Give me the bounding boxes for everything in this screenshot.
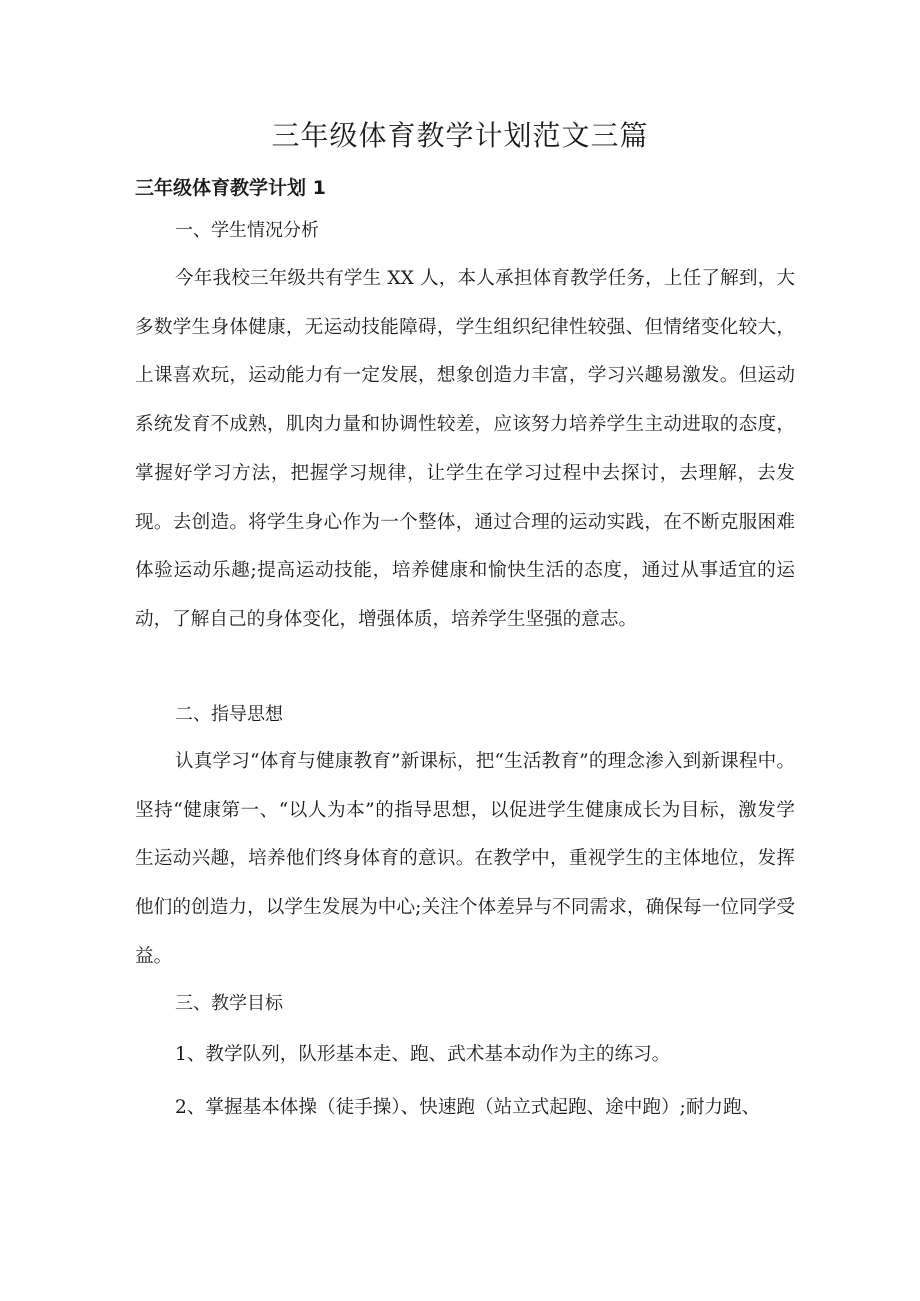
heading-teaching-goals: 三、教学目标 (175, 993, 283, 1014)
paragraph-student-analysis: 今年我校三年级共有学生 XX 人，本人承担体育教学任务，上任了解到，大多数学生身体健康，无运动技能障碍，学生组织纪律性较强、但情绪变化较大，上课喜欢玩，运动能力有一定发展，想象创造力丰富，学习兴趣易激发。但运动系统发育不成熟，肌肉力量和协调性较差，应该努力培养学生主动进取的态度，掌握好学习方法，把握学习规律，让学生在学习过程中去探讨，去理解，去发现。去创造。将学生身心作为一个整体，通过合理的运动实践，在不断克服困难体验运动乐趣;提高运动技能，培养健康和愉快生活的态度，通过从事适宜的运动，了解自己的身体变化，增强体质，培养学生坚强的意志。 (135, 268, 795, 630)
document-title: 三年级体育教学计划范文三篇 (271, 119, 649, 152)
heading-student-analysis: 一、学生情况分析 (175, 220, 319, 241)
heading-guiding-thought: 二、指导思想 (175, 704, 283, 725)
paragraph-guiding-thought: 认真学习“体育与健康教育”新课标，把“生活教育”的理念渗入到新课程中。坚持“健康第一、“以人为本”的指导思想，以促进学生健康成长为目标，激发学生运动兴趣，培养他们终身体育的意识。在教学中，重视学生的主体地位，发挥他们的创造力，以学生发展为中心;关注个体差异与不同需求，确保每一位同学受益。 (135, 751, 795, 967)
list-item-goal-1: 1、教学队列，队形基本走、跑、武术基本动作为主的练习。 (175, 1044, 671, 1065)
list-item-goal-2: 2、掌握基本体操（徒手操）、快速跑（站立式起跑、途中跑）;耐力跑、 (175, 1097, 761, 1118)
section-title: 三年级体育教学计划 1 (135, 177, 326, 199)
